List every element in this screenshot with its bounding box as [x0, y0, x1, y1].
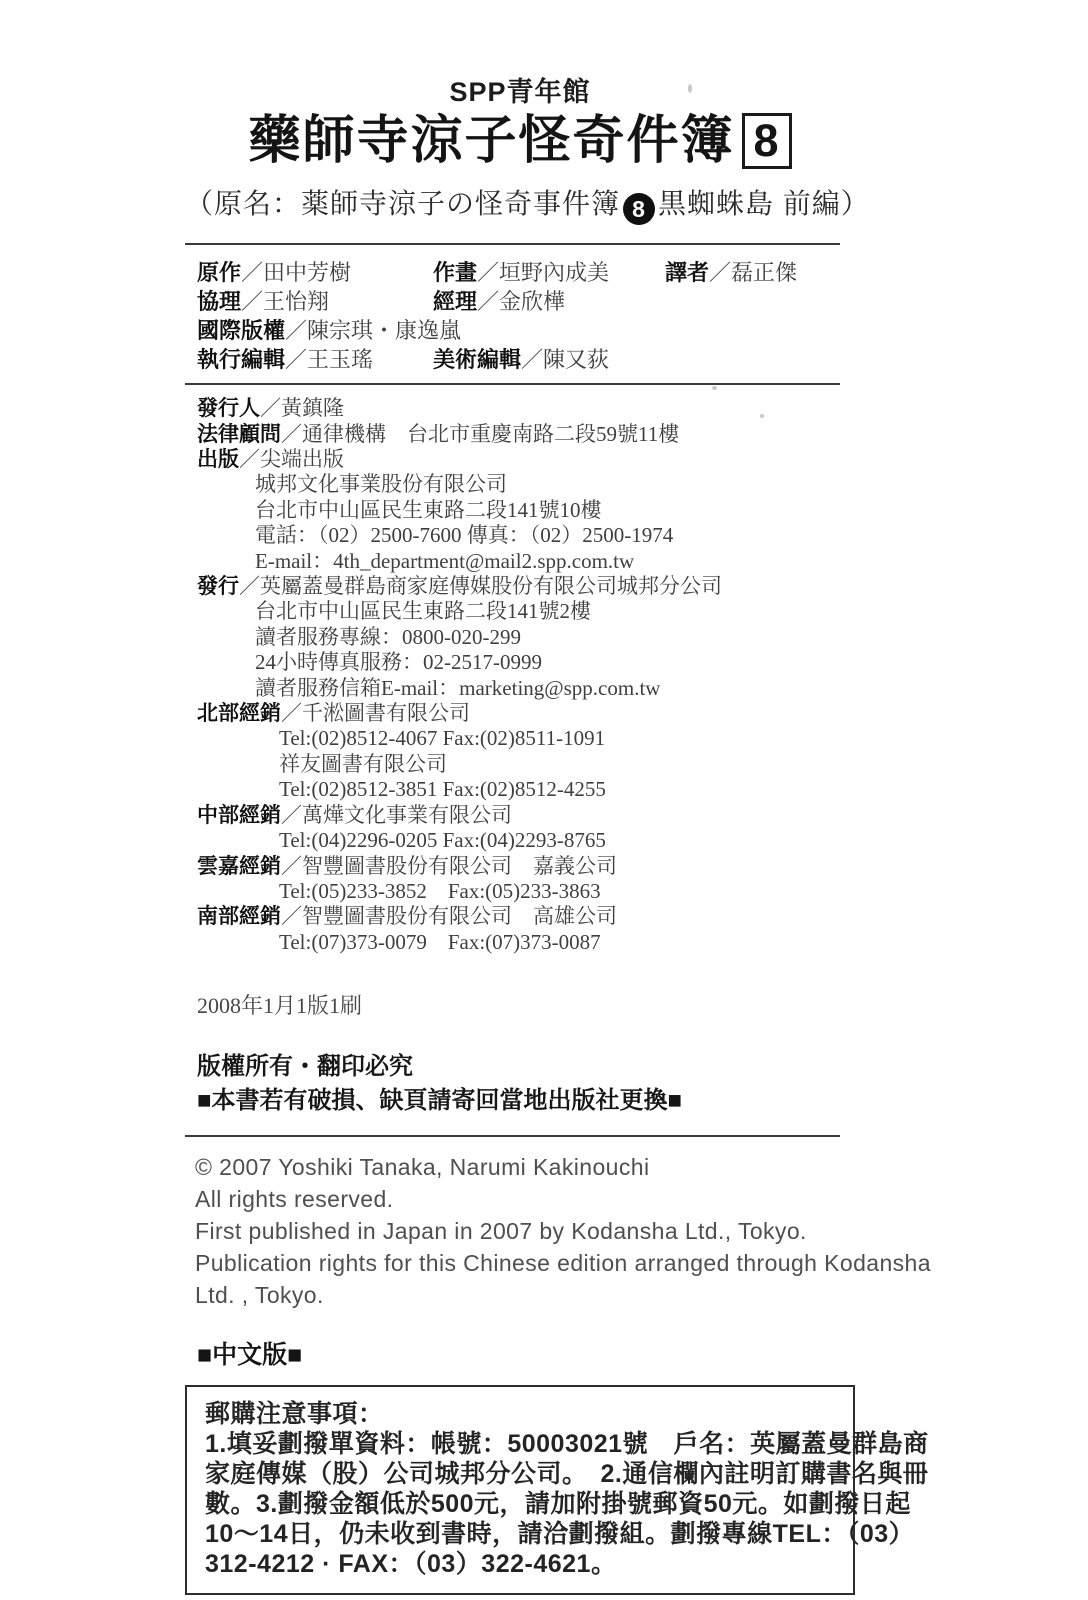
credit-label: 作畫: [433, 260, 478, 286]
credit-label: 原作: [197, 260, 242, 286]
publishing-separator: ／: [260, 397, 281, 421]
publishing-value: 台北市中山區民生東路二段141號2樓: [255, 599, 591, 624]
credit-artist: [433, 260, 665, 286]
publishing-value: Tel:(02)8512-4067 Fax:(02)8511-1091: [279, 726, 606, 751]
scan-speck: [760, 414, 764, 418]
mail-order-line: 家庭傳媒（股）公司城邦分公司。 2.通信欄內註明訂購書名與冊: [205, 1460, 929, 1489]
credit-separator: ／: [709, 260, 732, 286]
credit-translator: [665, 260, 855, 286]
publishing-value: Tel:(07)373-0079 Fax:(07)373-0087: [279, 929, 601, 954]
credit-label: 國際版權: [197, 318, 286, 344]
distributor-phone-line: [197, 777, 855, 802]
copyright-notice: 版權所有・翻印必究: [197, 1053, 413, 1081]
publisher-line: [197, 549, 855, 574]
credit-value: 磊正傑: [731, 260, 798, 286]
credit-label: 協理: [197, 289, 242, 315]
mail-order-box: [185, 1385, 929, 1595]
publishing-value: 智豐圖書股份有限公司 高雄公司: [302, 904, 617, 929]
chinese-edition-label: ■中文版■: [197, 1341, 303, 1370]
credit-label: 執行編輯: [197, 347, 286, 373]
publishing-label: 發行人: [197, 397, 260, 421]
credit-separator: ／: [477, 260, 500, 286]
publishing-value: Tel:(05)233-3852 Fax:(05)233-3863: [279, 878, 601, 903]
publisher-line: [197, 498, 855, 523]
publisher-line: [197, 472, 855, 497]
publishing-label: 發行: [197, 575, 239, 599]
credit-executive-editor: [197, 347, 433, 373]
book-title-text: 藥師寺涼子怪奇件簿: [248, 112, 735, 170]
publishing-value: 智豐圖書股份有限公司 嘉義公司: [302, 853, 617, 878]
publishing-separator: ／: [281, 803, 302, 827]
credit-value: 垣野內成美: [499, 260, 610, 286]
credit-art-editor: [433, 347, 665, 373]
publisher-line: [197, 574, 855, 599]
credit-value: 王怡翔: [263, 289, 330, 315]
publishing-separator: ／: [281, 905, 302, 929]
publishing-value: 尖端出版: [260, 447, 344, 471]
divider-rule-english: [185, 1135, 840, 1137]
publishing-label: 法律顧問: [197, 422, 281, 446]
divider-rule-credits: [185, 383, 840, 385]
english-copyright-line: © 2007 Yoshiki Tanaka, Narumi Kakinouchi: [195, 1154, 650, 1181]
scan-speck: [712, 386, 717, 390]
mail-order-line: 312-4212 · FAX：（03）322-4621。: [205, 1550, 617, 1579]
header: [185, 0, 870, 225]
credit-value: 陳宗琪・康逸嵐: [307, 318, 462, 344]
credit-separator: ／: [477, 289, 500, 315]
publishing-label: 雲嘉經銷: [197, 854, 281, 878]
publisher-line: [197, 650, 855, 675]
distributor-phone-line: [197, 726, 855, 751]
distributor-line-yunjia: [197, 854, 855, 879]
publishing-separator: ／: [239, 575, 260, 599]
credit-associate: [197, 289, 433, 315]
publishing-value: 黃鎮隆: [281, 396, 344, 421]
publishing-label: 南部經銷: [197, 905, 281, 929]
credit-separator: ／: [241, 260, 264, 286]
mail-order-heading: 郵購注意事項：: [205, 1400, 384, 1429]
divider-rule-top: [185, 243, 840, 245]
distributor-line-central: [197, 803, 855, 828]
credits-section: [185, 260, 855, 373]
publishing-value: 千淞圖書有限公司: [302, 701, 470, 726]
credit-separator: ／: [285, 347, 308, 373]
publishing-section: [185, 396, 855, 955]
original-title-prefix: （原名：薬師寺涼子の怪奇事件簿: [185, 188, 621, 220]
distributor-phone-line: [197, 930, 855, 955]
credit-value: 陳又荻: [543, 347, 610, 373]
credit-value: 金欣樺: [499, 289, 566, 315]
distributor-line-south: [197, 904, 855, 929]
publishing-value: 讀者服務專線：0800-020-299: [255, 624, 521, 649]
publishing-value: Tel:(04)2296-0205 Fax:(04)2293-8765: [279, 828, 606, 853]
publishing-value: 讀者服務信箱E-mail：marketing@spp.com.tw: [255, 675, 661, 700]
publisher-line: [197, 676, 855, 701]
credit-separator: ／: [521, 347, 544, 373]
original-title: [185, 182, 870, 225]
publishing-label: 出版: [197, 448, 239, 471]
publishing-separator: ／: [281, 422, 302, 446]
imprint-label: SPP青年館: [449, 77, 591, 107]
publishing-separator: ／: [239, 448, 260, 471]
publishing-value: Tel:(02)8512-3851 Fax:(02)8512-4255: [279, 777, 606, 802]
publisher-line: [197, 447, 855, 472]
publishing-value: 城邦文化事業股份有限公司: [255, 472, 507, 497]
mail-order-line: 數。3.劃撥金額低於500元，請加附掛號郵資50元。如劃撥日起: [205, 1490, 911, 1519]
credit-value: 田中芳樹: [263, 260, 352, 286]
publisher-line: [197, 523, 855, 548]
publisher-line: [197, 396, 855, 421]
credit-separator: ／: [241, 289, 264, 315]
publishing-value: 電話：（02）2500-7600 傳真：（02）2500-1974: [255, 523, 674, 548]
publishing-value: 24小時傳真服務：02-2517-0999: [255, 650, 542, 675]
credit-value: 王玉瑤: [307, 347, 374, 373]
publishing-label: 中部經銷: [197, 803, 281, 827]
credit-manager: [433, 289, 665, 315]
credit-international-rights: [197, 318, 855, 344]
publisher-line: [197, 625, 855, 650]
credit-label: 經理: [433, 289, 478, 315]
english-copyright-line: First published in Japan in 2007 by Kodansha Ltd., Tokyo.: [195, 1218, 807, 1245]
english-copyright-line: Ltd. , Tokyo.: [195, 1282, 324, 1309]
english-copyright-line: All rights reserved.: [195, 1186, 394, 1213]
credit-label: 譯者: [665, 260, 710, 286]
publishing-separator: ／: [281, 854, 302, 878]
credit-label: 美術編輯: [433, 347, 522, 373]
damage-notice: ■本書若有破損、缺頁請寄回當地出版社更換■: [197, 1087, 682, 1115]
distributor-phone-line: [197, 828, 855, 853]
printing-info: 2008年1月1版1刷: [197, 993, 363, 1019]
book-title: [185, 113, 855, 170]
volume-circle-badge: 8: [623, 193, 655, 225]
publishing-value: 台北市中山區民生東路二段141號10樓: [255, 497, 602, 522]
scan-speck: [688, 84, 692, 93]
english-copyright-section: [185, 1151, 931, 1311]
publishing-value: 萬燁文化事業有限公司: [302, 802, 512, 827]
mail-order-line: 10～14日，仍未收到書時，請洽劃撥組。劃撥專線TEL：（03）: [205, 1520, 915, 1549]
publishing-separator: ／: [281, 702, 302, 726]
english-copyright-line: Publication rights for this Chinese edition arranged through Kodansha: [195, 1250, 931, 1277]
publisher-line: [197, 422, 855, 447]
distributor-phone-line: [197, 879, 855, 904]
credit-original-author: [197, 260, 433, 286]
volume-box-badge: 8: [742, 113, 791, 169]
publishing-value: 祥友圖書有限公司: [279, 751, 447, 776]
credit-separator: ／: [285, 318, 308, 344]
publisher-line: [197, 599, 855, 624]
distributor-line: [197, 752, 855, 777]
publishing-label: 北部經銷: [197, 702, 281, 726]
publishing-value: 通律機構 台北市重慶南路二段59號11樓: [302, 421, 680, 446]
publishing-value: E-mail：4th_department@mail2.spp.com.tw: [255, 548, 635, 573]
mail-order-line: 1.填妥劃撥單資料：帳號：50003021號 戶名：英屬蓋曼群島商: [205, 1430, 929, 1459]
publishing-value: 英屬蓋曼群島商家庭傳媒股份有限公司城邦分公司: [260, 574, 722, 599]
original-title-suffix: 黒蜘蛛島 前編）: [658, 188, 870, 220]
distributor-line-north: [197, 701, 855, 726]
